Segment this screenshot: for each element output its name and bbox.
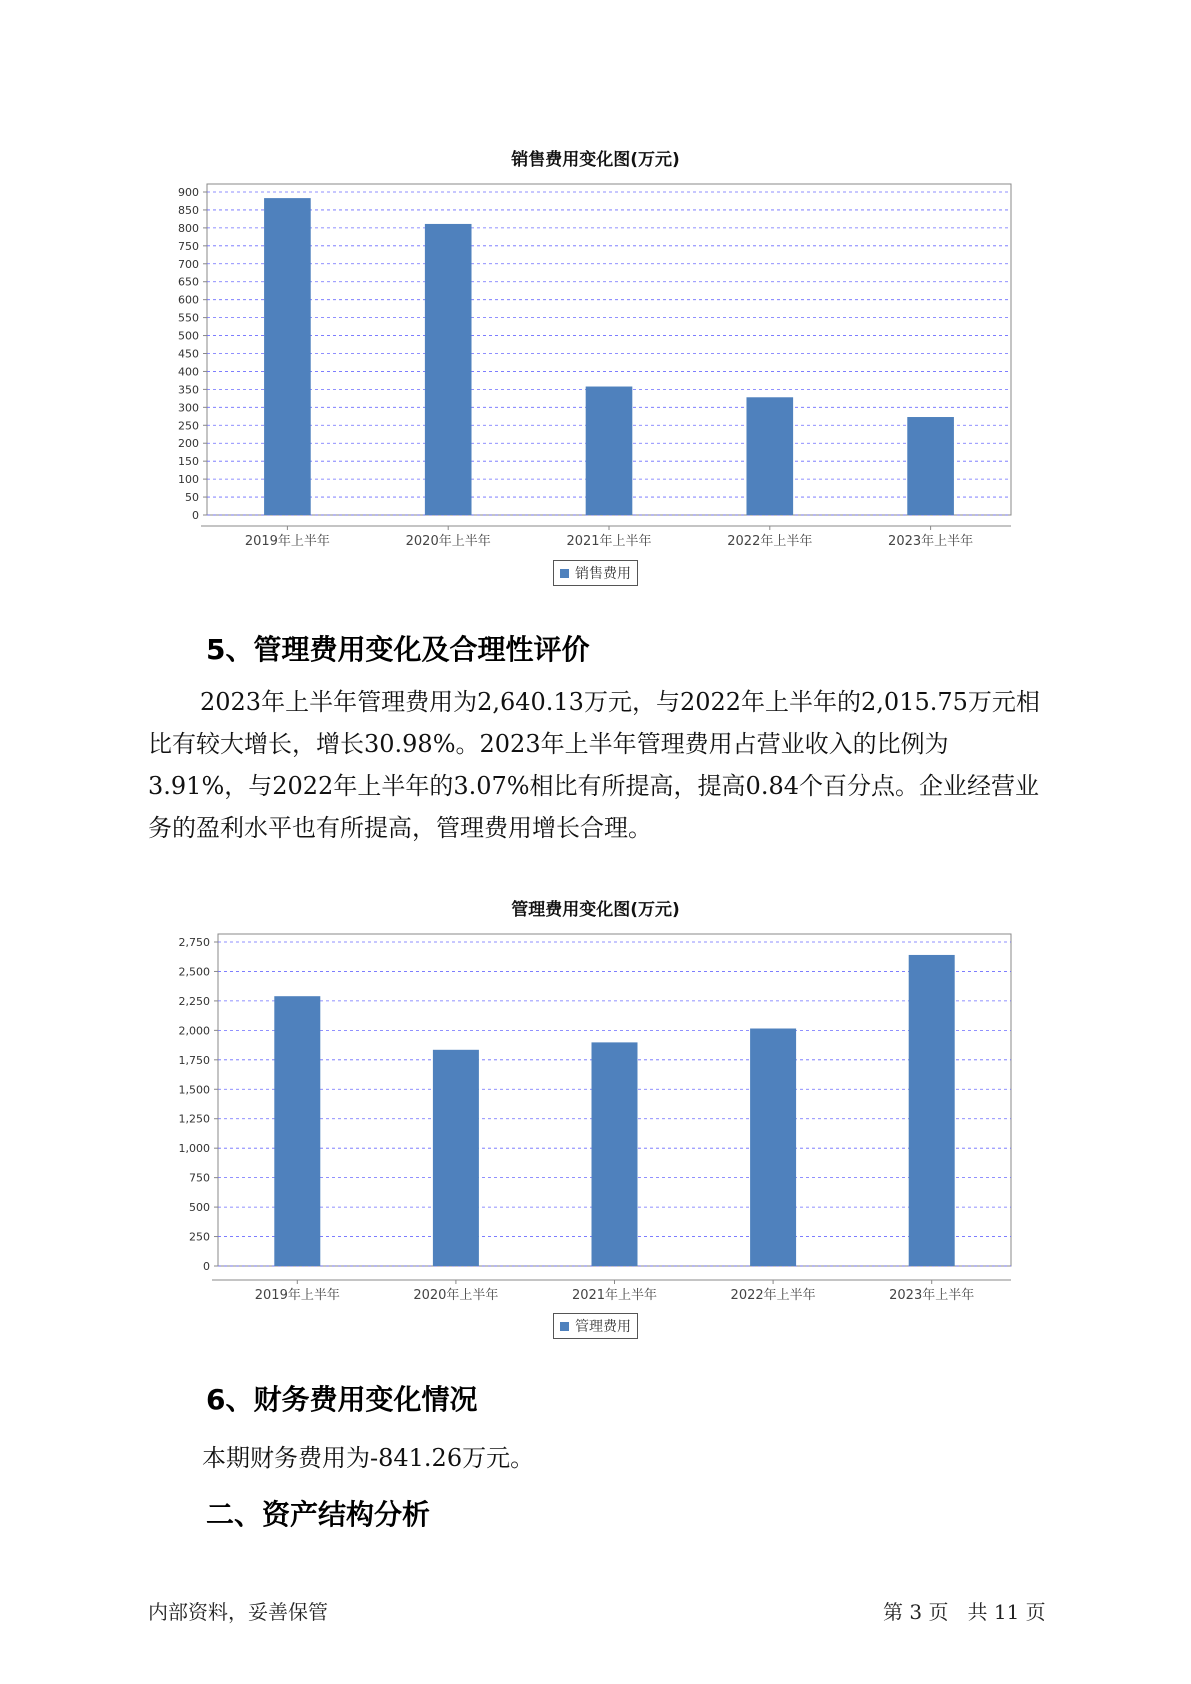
y-tick-label: 2,250 — [178, 994, 210, 1008]
y-tick-label: 2,500 — [178, 965, 210, 979]
x-tick-label: 2021年上半年 — [566, 534, 652, 549]
y-tick-label: 850 — [178, 203, 199, 217]
admin-expense-chart — [0, 930, 1191, 1315]
y-tick-label: 450 — [178, 347, 199, 361]
x-tick-label: 2023年上半年 — [889, 1288, 975, 1303]
legend-swatch — [560, 1322, 569, 1331]
y-tick-label: 250 — [189, 1230, 210, 1244]
y-tick-label: 400 — [178, 365, 199, 379]
y-tick-label: 0 — [192, 509, 199, 522]
y-tick-label: 200 — [178, 437, 199, 451]
section-heading-5: 5、管理费用变化及合理性评价 — [206, 633, 590, 666]
chart-title-admin: 管理费用变化图(万元) — [511, 900, 680, 920]
bar-2021年上半年 — [592, 1042, 638, 1266]
bar-2019年上半年 — [274, 996, 320, 1266]
legend-label: 管理费用 — [575, 1319, 631, 1335]
footer-confidential: 内部资料，妥善保管 — [148, 1600, 328, 1624]
section-paragraph-6: 本期财务费用为-841.26万元。 — [202, 1444, 535, 1472]
y-tick-label: 2,000 — [178, 1024, 210, 1038]
x-tick-label: 2022年上半年 — [730, 1288, 816, 1303]
footer-page-number: 第 3 页 共 11 页 — [883, 1600, 1046, 1624]
bar-2020年上半年 — [425, 224, 472, 515]
bar-2020年上半年 — [433, 1050, 479, 1266]
legend-swatch — [560, 569, 569, 578]
bar-2023年上半年 — [907, 417, 954, 515]
chart-title-sales: 销售费用变化图(万元) — [511, 150, 680, 170]
y-tick-label: 800 — [178, 221, 199, 235]
bar-2023年上半年 — [909, 955, 955, 1266]
y-tick-label: 700 — [178, 257, 199, 271]
y-tick-label: 100 — [178, 473, 199, 487]
bar-2021年上半年 — [586, 387, 633, 515]
x-tick-label: 2019年上半年 — [254, 1288, 340, 1303]
y-tick-label: 500 — [178, 329, 199, 343]
sales-expense-chart — [0, 180, 1191, 560]
y-tick-label: 1,250 — [178, 1112, 210, 1126]
legend-label: 销售费用 — [575, 566, 631, 582]
y-tick-label: 150 — [178, 455, 199, 469]
y-tick-label: 350 — [178, 383, 199, 397]
x-tick-label: 2020年上半年 — [405, 534, 491, 549]
section-paragraph-5: 2023年上半年管理费用为2,640.13万元，与2022年上半年的2,015.75万元相比有较大增长，增长30.98%。2023年上半年管理费用占营业收入的比例为3.91%，与2022年上半年的3.07%相比有所提高，提高0.84个百分点。企业经营业务的盈利水平也有所提高，管理费用增长合理。 — [148, 688, 1040, 842]
x-tick-label: 2023年上半年 — [888, 534, 974, 549]
y-tick-label: 500 — [189, 1201, 210, 1215]
y-tick-label: 250 — [178, 419, 199, 433]
chart-legend-sales — [553, 560, 638, 586]
y-tick-label: 600 — [178, 293, 199, 307]
y-tick-label: 2,750 — [178, 936, 210, 949]
y-tick-label: 0 — [203, 1260, 210, 1273]
section-heading-6: 6、财务费用变化情况 — [206, 1383, 478, 1416]
y-tick-label: 1,750 — [178, 1053, 210, 1067]
x-tick-label: 2019年上半年 — [244, 534, 330, 549]
x-tick-label: 2020年上半年 — [413, 1288, 499, 1303]
bar-2022年上半年 — [746, 397, 793, 515]
y-tick-label: 550 — [178, 311, 199, 325]
x-tick-label: 2021年上半年 — [571, 1288, 658, 1303]
y-tick-label: 50 — [185, 491, 199, 505]
y-tick-label: 1,500 — [178, 1083, 210, 1097]
y-tick-label: 900 — [178, 186, 199, 199]
y-tick-label: 750 — [178, 239, 199, 253]
y-tick-label: 650 — [178, 275, 199, 289]
bar-2019年上半年 — [264, 198, 311, 515]
y-tick-label: 750 — [189, 1171, 210, 1185]
bar-2022年上半年 — [750, 1029, 796, 1266]
section-heading-two: 二、资产结构分析 — [206, 1498, 431, 1531]
chart-legend-admin — [553, 1313, 638, 1339]
y-tick-label: 1,000 — [178, 1142, 210, 1156]
y-tick-label: 300 — [178, 401, 199, 415]
x-tick-label: 2022年上半年 — [727, 534, 813, 549]
